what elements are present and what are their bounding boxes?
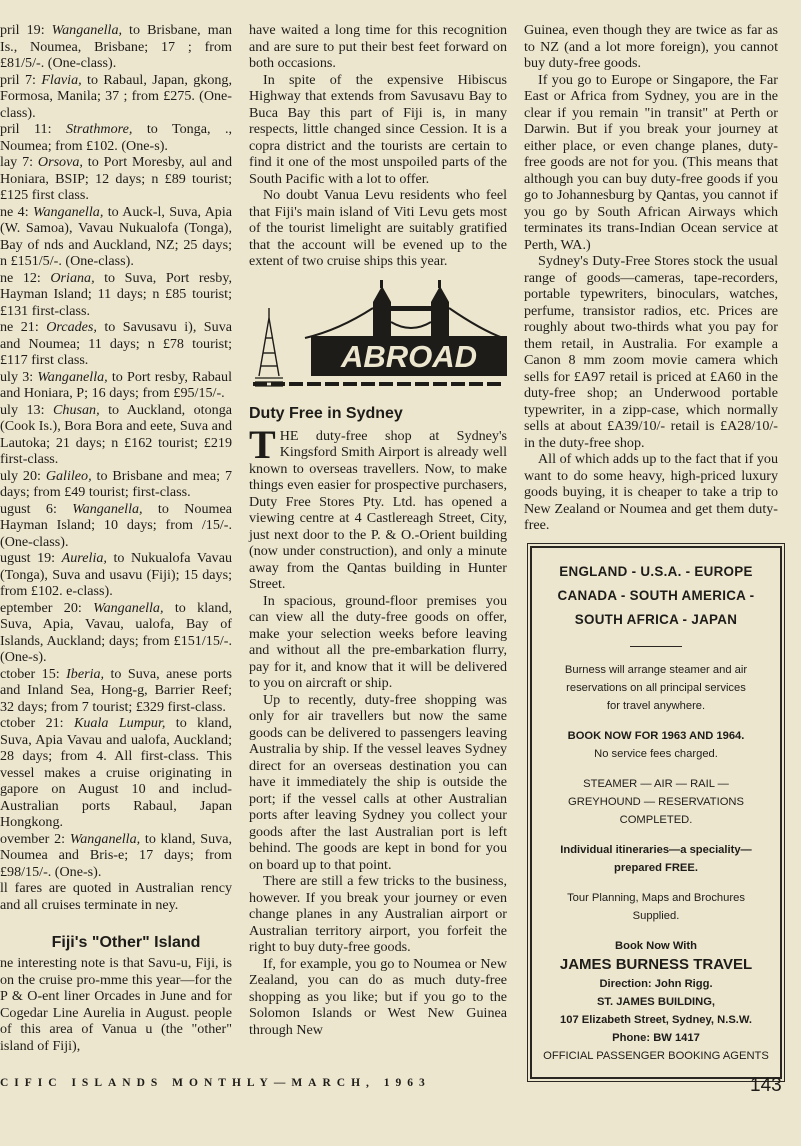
paragraph: If, for example, you go to Noumea or New Zealand, you can do as much duty-free shopping as you like; but if you go to the Solomon Islands or West New Guinea through New [249,955,507,1038]
ad-line: Book Now With [615,939,697,952]
sailing-entry [0,468,232,501]
paragraph: Guinea, even though they are twice as far as to NZ (and a lot more foreign), you cannot buy duty-free goods. [524,22,778,71]
paragraph: All of which adds up to the fact that if you want to do some heavy, high-priced luxury goods buying, it is cheaper to take a trip to New Zealand or Noumea and get them duty-free. [524,451,778,533]
ad-line: ST. JAMES BUILDING, [596,995,716,1008]
sailing-date: ne 21: [0,319,47,335]
fiji-paragraph: ne interesting note is that Savu-u, Fiji, is on the cruise pro-mme this year—for the P & O-ent liner Orcades in June and for Cogedar Line Aurelia in August. people of this area of Vanua u (the "other" island of Fiji), [0,955,232,1054]
sailing-date: ugust 6: [0,500,73,517]
sailing-entry [0,550,232,600]
sailing-date: uly 3: [0,368,38,385]
sailing-date: lay 7: [0,154,38,170]
sailing-details: to Port Moresby, aul and Honiara, BSIP; 12 days; n £89 tourist; £125 first class. [0,154,232,203]
sailing-details: to Rabaul, Japan, gkong, Formosa, Manila; 37 ; from £275. (One-class). [0,71,232,121]
ad-line: COMPLETED. [619,813,693,826]
sailing-details: ll fares are quoted in Australian rency and all cruises terminate in ney. [0,880,232,913]
paragraph: Sydney's Duty-Free Stores stock the usual range of goods—cameras, tape-recorders, portable typewriters, binoculars, watches, perfume, transistor radios, etc. Prices are roughly about two-thirds what you pay for them retail, in Australia. For example a Canon 8 mm zoom movie camera which sells for £A97 retail is priced at £A60 in the duty-free shop; an Underwood portable typewriter, in a zipp-case, which normally sells at about £A39/10/- retail is £A28/10/- in the duty-free shop. [524,253,778,451]
abroad-logo-text: ABROAD [340,338,478,374]
sailing-entry [0,715,232,831]
ship-name: Wanganella, [33,203,104,220]
page-number: 143 [750,1075,782,1096]
paragraph: In spite of the expensive Hibiscus Highway that extends from Savusavu Bay to Buca Bay this part of Fiji is, in many respects, little changed since Cession. It is a copra district and the tourists are certain to find it one of the most unspoiled parts of the South Pacific with a lot to offer. [249,71,507,187]
ad-block-tour-planning [540,889,772,925]
sailing-date: ugust 19: [0,550,62,566]
dropcap: T [249,421,276,467]
sailing-entry [0,22,232,72]
ad-line: prepared FREE. [614,861,698,874]
ad-block-arrange [540,661,772,715]
sailing-entry [0,369,232,402]
sailing-date: pril 7: [0,71,42,88]
ad-block-itineraries [540,841,772,877]
ad-line: Tour Planning, Maps and Brochures [567,891,745,904]
ad-line: BOOK NOW FOR 1963 AND 1964. [567,729,745,742]
column-3 [524,22,778,1079]
ad-line: Burness will arrange steamer and air [564,663,748,676]
sailing-date: pril 11: [0,121,66,137]
sailing-date: ctober 15: [0,665,67,682]
section-heading-fiji: Fiji's "Other" Island [51,934,201,951]
ad-block-book-now [540,727,772,763]
ad-block-services [540,775,772,829]
ship-name: Strathmore, [65,121,133,137]
ship-name: Oriana, [50,269,95,286]
ship-name: Kuala Lumpur, [73,715,166,731]
abroad-logo [249,278,507,390]
ship-name: Iberia, [66,665,105,682]
ship-name: Wanganella, [93,599,164,616]
column-2 [249,22,507,1038]
section-heading-duty-free: Duty Free in Sydney [249,404,403,422]
sailing-entry [0,121,232,154]
paragraph: have waited a long time for this recognition and are sure to put their best feet forward on both occasions. [249,22,507,71]
sailing-entry [0,600,232,666]
ship-name: Aurelia, [61,550,107,566]
paragraph: There are still a few tricks to the business, however. If you break your journey or even change planes in any Australian airport or Australian territory airport, you forfeit the right to buy duty-free goods. [249,873,507,955]
ship-name: Orcades, [46,319,97,335]
paragraph: In spacious, ground-floor premises you can view all the duty-free goods on offer, make your selection weeks before leaving and without all the pre-embarkation flurry, pay for it, and know that it will be delivered to you on aircraft or ship. [249,592,507,691]
sailing-entry [0,402,232,468]
sailing-details: to Nukualofa Vavau (Tonga), Suva and usavu (Fiji); 15 days; from £102. e-class). [0,550,232,599]
ad-line: GREYHOUND — RESERVATIONS [568,795,744,808]
ad-destinations-line: SOUTH AFRICA - JAPAN [574,611,738,627]
sailing-entry [0,666,232,716]
sailing-entry [0,154,232,204]
ship-name: Orsova, [37,154,83,170]
paragraph-dropcap [249,421,507,593]
sailings-list [0,22,232,913]
sailing-date: ctober 21: [0,715,74,731]
sailing-entry [0,831,232,881]
ad-divider [630,646,682,647]
sailing-date: uly 13: [0,401,54,418]
paragraph: No doubt Vanua Levu residents who feel that Fiji's main island of Viti Levu gets most of the tourist limelight are suitably gratified that the account will be evened up to the extent of two cruise ships this year. [249,187,507,269]
paragraph-text: HE duty-free shop at Sydney's Kingsford Smith Airport is already well known to overseas travellers. Now, to make things even easier for prospective purchasers, Duty Free Stores Pty. Ltd. has opened a viewing centre at 4 Castlereagh Street, City, just next door to the P. & O.-Orient building (now under construction), and only a minute away from the Qantas building in Hunter Street. [249,427,507,592]
ship-name: Wanganella, [72,500,143,517]
sailing-date: pril 19: [0,22,52,38]
column-1 [0,22,232,1054]
ship-name: Chusan, [53,401,100,418]
ad-destinations-line: ENGLAND - U.S.A. - EUROPE [559,563,753,579]
ad-line: reservations on all principal services [566,681,746,694]
sailing-date: ne 4: [0,203,33,220]
ship-name: Wanganella, [69,830,141,847]
sailing-entry [0,501,232,551]
ad-line: Phone: BW 1417 [612,1031,700,1044]
sailing-details: to kland, Suva, Noumea and Bris-e; 17 days; from £98/15/-. (One-s). [0,830,232,880]
paragraph: Up to recently, duty-free shopping was only for air travellers but now the same goods can be delivered to passengers leaving Australia by ship. If the vessel leaves Sydney direct for an overseas destination you can have it immediately the ship is outside the port; if the vessel calls at other Australian ports after leaving Sydney you collect your goods after the last Australian port is left behind. The goods are kept in bond for you on board up to that point. [249,691,507,873]
sailing-entry [0,270,232,320]
ad-line: No service fees charged. [594,747,718,760]
ad-line: 107 Elizabeth Street, Sydney, N.S.W. [560,1013,752,1026]
sailing-entry [0,204,232,270]
ad-line: OFFICIAL PASSENGER BOOKING AGENTS [543,1049,769,1062]
tower-bridge-illustration [249,278,507,390]
sailing-details: to Savusavu i), Suva and Noumea; 11 days; n £78 tourist; £117 first class. [0,319,232,368]
ad-company-name: JAMES BURNESS TRAVEL [559,955,753,973]
ship-name: Galileo, [45,467,92,484]
sailing-details: to Auckland, otonga (Cook Is.), Bora Bora and eete, Suva and Lautoka; 21 days; n £162 tourist; £219 first-class. [0,401,232,467]
sailing-details: to Auck-l, Suva, Apia (W. Samoa), Vavau Nukualofa (Tonga), Bay of nds and Auckland, NZ; 25 days; n £151/5/-. (One-class). [0,203,232,269]
sailing-details: to Noumea Hayman Island; 10 days; from /15/-. (One-class). [0,500,232,550]
sailing-date: ne 12: [0,269,51,286]
sailing-entry [0,72,232,122]
sailing-details: to kland, Suva, Apia Vavau and ualofa, Auckland; 28 days; from 4. All first-class. This vessel makes a cruise originating in gapore on August 10 and includ-Australian ports Rabaul, Japan Hongkong. [0,715,232,830]
sailing-details: to Port resby, Rabaul and Honiara, P; 16 days; from £95/15/-. [0,368,232,401]
ad-line: Direction: John Rigg. [599,977,713,990]
page-footer: CIFIC ISLANDS MONTHLY—MARCH, 1963 [0,1077,431,1089]
ad-line: Individual itineraries—a speciality— [560,843,752,856]
ship-name: Wanganella, [51,22,123,38]
ad-line: Supplied. [632,909,680,922]
burness-travel-advertisement [530,546,782,1079]
paragraph: If you go to Europe or Singapore, the Far East or Africa from Sydney, you are in the clear if you remain "in transit" at Perth or Darwin. But if you break your journey at either place, or even change planes, duty-free goods are not for you. (This means that although you can buy duty-free goods if you go to Johannesburg by Qantas, you cannot if you go by South African Airways which terminates its trans-Indian Ocean service at Perth, WA.) [524,71,778,253]
sailing-date: uly 20: [0,467,46,484]
sailing-details: to Brisbane, man Is., Noumea, Brisbane; 17 ; from £81/5/-. (One-class). [0,22,232,71]
ship-name: Flavia, [41,71,82,88]
sailing-details: to kland, Suva, Apia, Vavau, ualofa, Bay of Islands, Auckland; days; from £151/15/-. (One-s). [0,599,232,665]
sailing-date: ovember 2: [0,830,70,847]
ad-destinations-line: CANADA - SOUTH AMERICA - [557,587,755,603]
ship-name: Wanganella, [37,368,108,385]
sailing-details: to Tonga, ., Noumea; from £102. (One-s). [0,121,232,154]
ad-block-contact [540,937,772,1065]
sailing-entry [0,319,232,369]
ad-line: for travel anywhere. [606,699,706,712]
sailing-details: to Suva, anese ports and Inland Sea, Hong-g, Barrier Reef; 32 days; from 7 tourist; £329 first-class. [0,665,232,715]
sailing-details: to Suva, Port resby, Hayman Island; 11 days; n £85 tourist; £131 first-class. [0,269,232,319]
ad-line: STEAMER — AIR — RAIL — [583,777,729,790]
sailing-details: to Brisbane and mea; 7 days; from £49 tourist; first-class. [0,467,232,500]
sailing-entry [0,880,232,913]
sailing-date: eptember 20: [0,599,94,616]
